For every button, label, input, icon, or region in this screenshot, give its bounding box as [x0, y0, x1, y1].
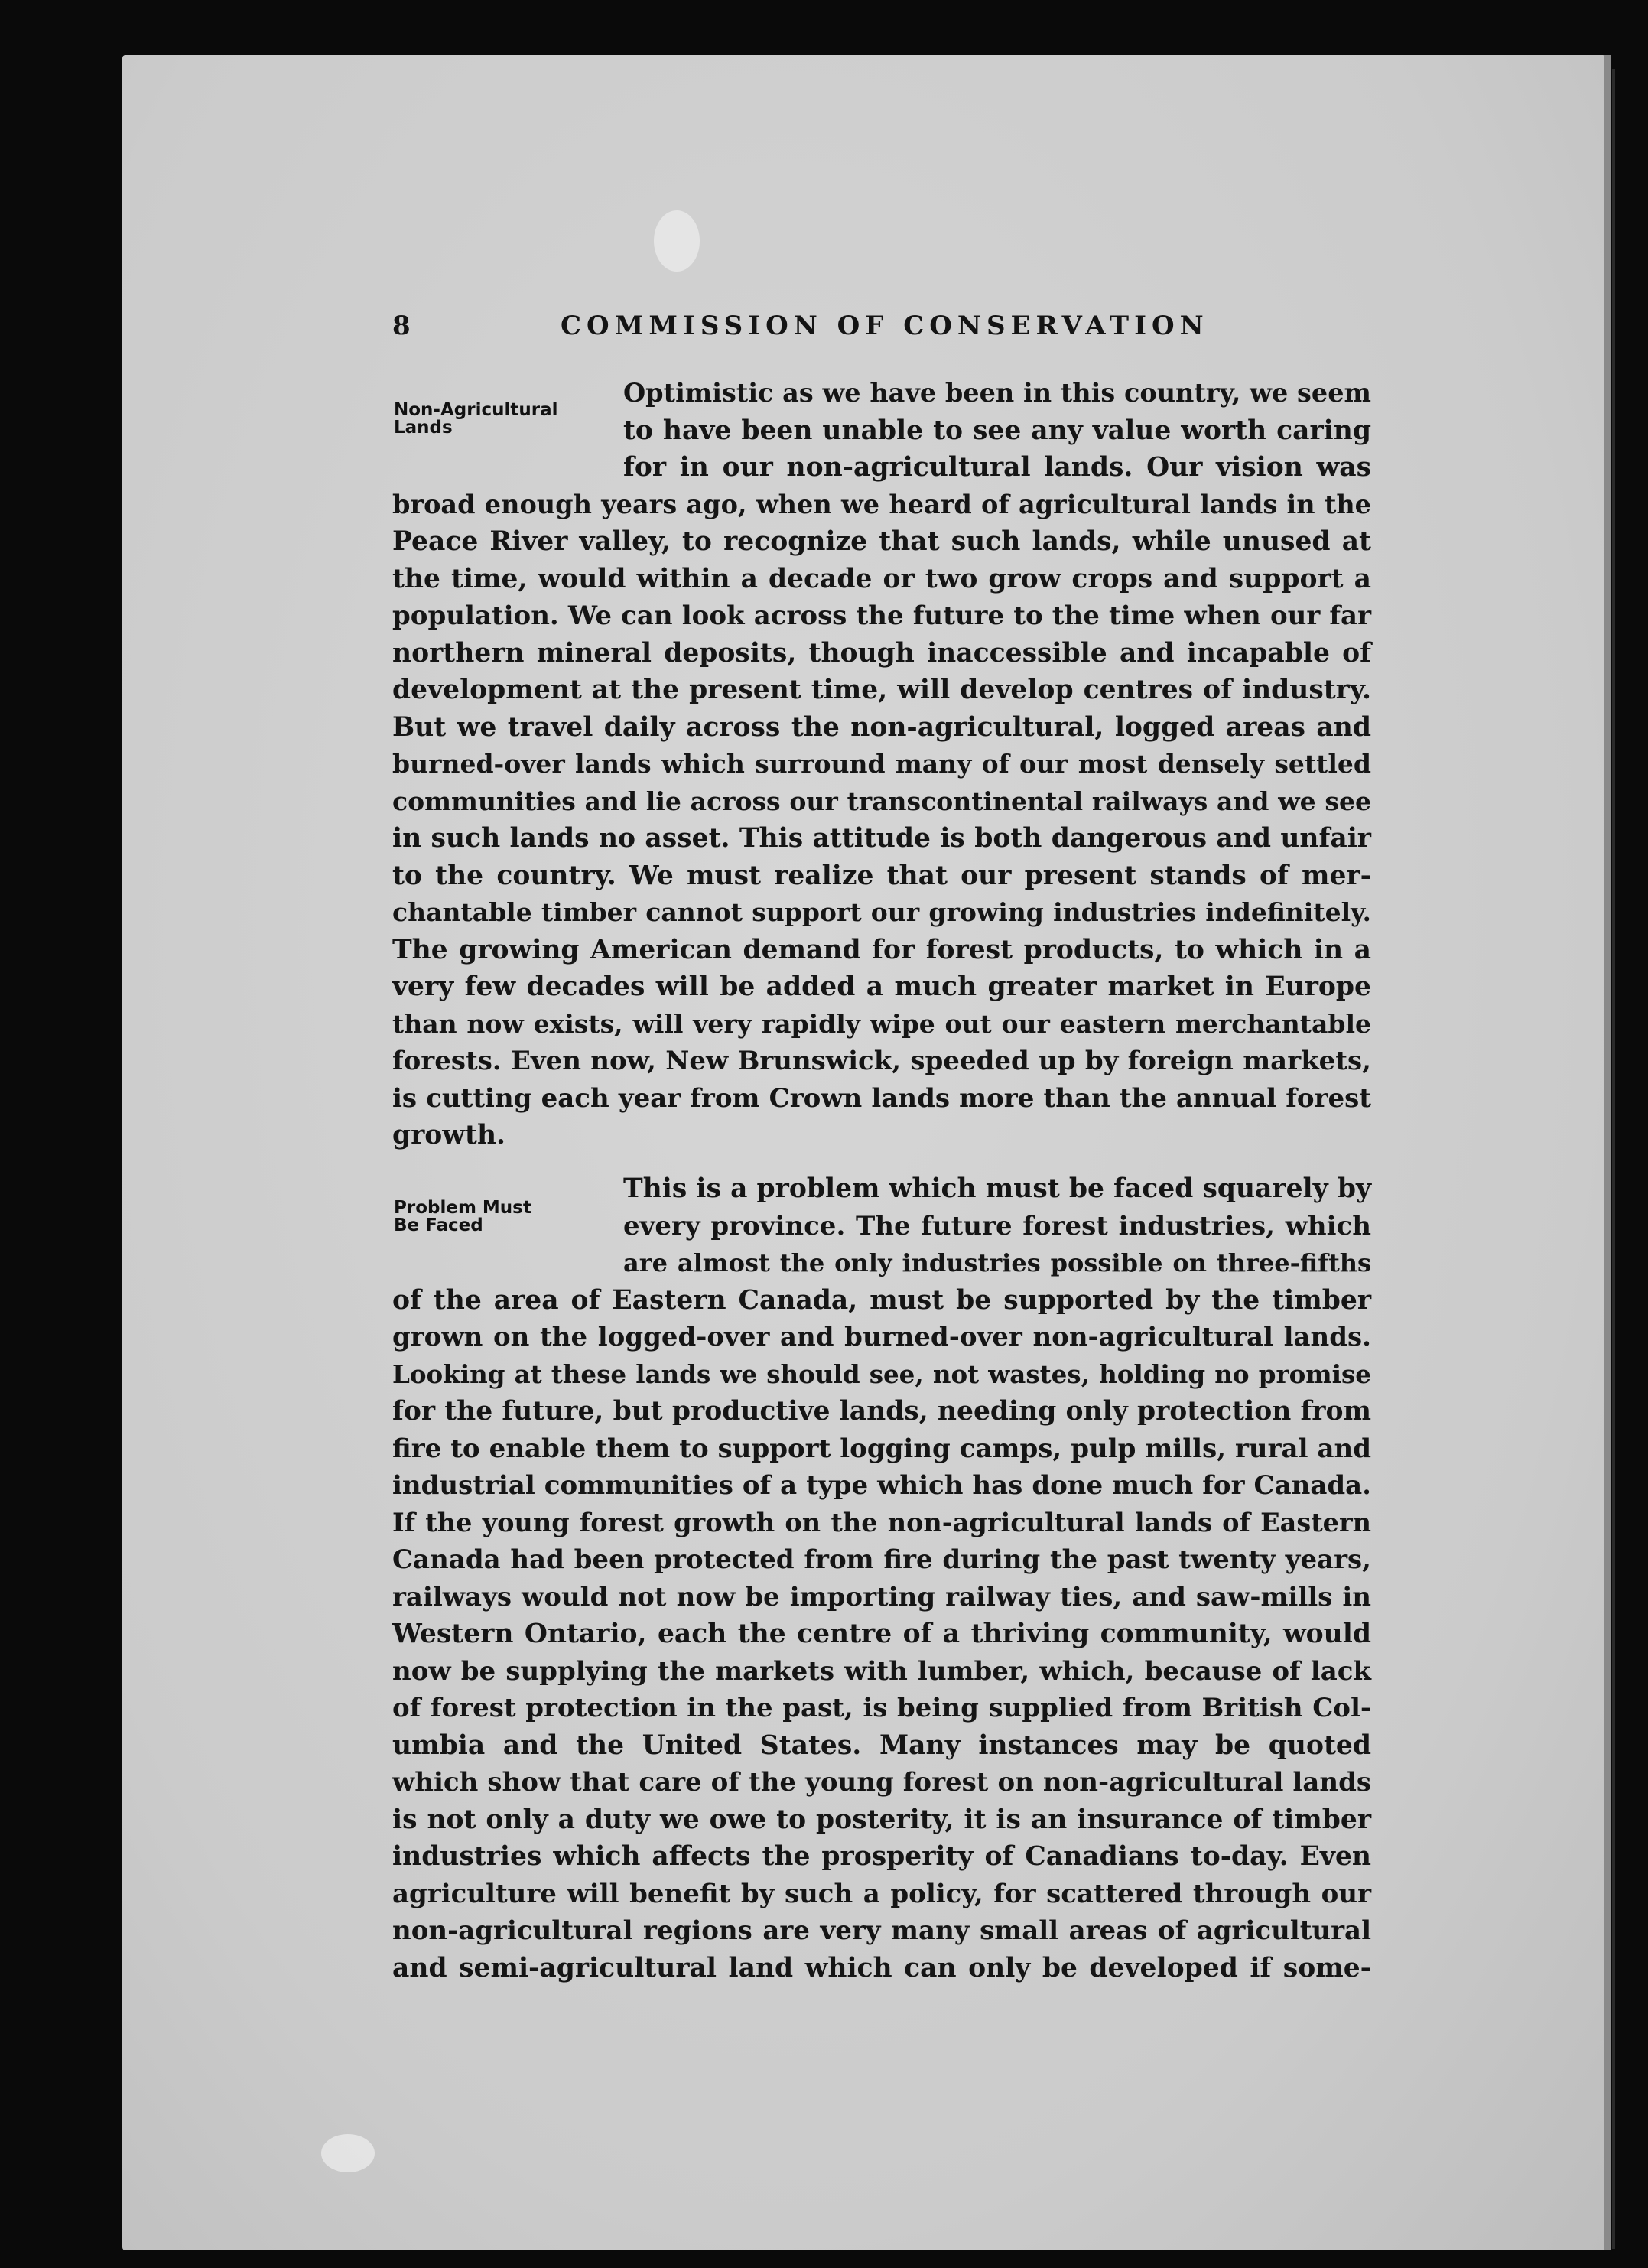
running-head: COMMISSION OF CONSERVATION	[561, 311, 1209, 341]
text-line: If the young forest growth on the non-agricultural lands of Eastern	[392, 1507, 1371, 1537]
text-line: forests. Even now, New Brunswick, speeded up by foreign markets,	[392, 1046, 1371, 1076]
page-edge-shadow	[1612, 69, 1615, 2249]
text-line: the time, would within a decade or two grow crops and support a	[392, 563, 1371, 594]
text-line: chantable timber cannot support our growing industries indefinitely.	[392, 897, 1371, 927]
text-line: for in our non-agricultural lands. Our vision was	[623, 452, 1371, 483]
sidenote-line: Problem Must	[394, 1198, 531, 1218]
scan-blemish	[654, 210, 700, 272]
text-line: This is a problem which must be faced squarely by	[623, 1173, 1371, 1204]
sidenote-line: Lands	[394, 418, 453, 438]
text-line: communities and lie across our transcontinental railways and we see	[392, 786, 1371, 816]
text-line: is cutting each year from Crown lands more than the annual forest	[392, 1082, 1371, 1114]
text-line: Western Ontario, each the centre of a thriving community, would	[392, 1619, 1371, 1649]
text-line: are almost the only industries possible on three-fifths	[623, 1248, 1371, 1277]
text-line: The growing American demand for forest products, to which in a	[392, 934, 1371, 965]
page-number: 8	[392, 311, 411, 341]
text-line: and semi-agricultural land which can only be developed if some-	[392, 1952, 1371, 1983]
text-line: fire to enable them to support logging camps, pulp mills, rural and	[392, 1433, 1371, 1464]
text-line: northern mineral deposits, though inaccessible and incapable of	[392, 637, 1371, 669]
text-line: Canada had been protected from fire during the past twenty years,	[392, 1544, 1371, 1575]
scan-blemish	[321, 2134, 375, 2172]
text-line: very few decades will be added a much greater market in Europe	[392, 971, 1371, 1002]
page-edge	[1604, 55, 1611, 2250]
text-line: Optimistic as we have been in this country, we seem	[623, 378, 1371, 408]
text-line: is not only a duty we owe to posterity, it is an insurance of timber	[392, 1804, 1371, 1835]
text-line: for the future, but productive lands, needing only protection from	[392, 1396, 1371, 1427]
text-line: every province. The future forest industries, which	[623, 1210, 1371, 1241]
text-line: railways would not now be importing railway ties, and saw-mills in	[392, 1581, 1371, 1612]
text-line: industries which affects the prosperity of Canadians to-day. Even	[392, 1841, 1371, 1872]
text-line: Looking at these lands we should see, not wastes, holding no promise	[392, 1359, 1371, 1389]
text-line: umbia and the United States. Many instances may be quoted	[392, 1729, 1371, 1761]
text-line: than now exists, will very rapidly wipe out our eastern merchantable	[392, 1008, 1371, 1039]
text-line: now be supplying the markets with lumber, which, because of lack	[392, 1655, 1371, 1687]
text-line: grown on the logged-over and burned-over non-agricultural lands.	[392, 1322, 1371, 1352]
sidenote-line: Non-Agricultural	[394, 400, 558, 420]
text-line: But we travel daily across the non-agricultural, logged areas and	[392, 711, 1371, 743]
text-line: which show that care of the young forest on non-agricultural lands	[392, 1767, 1371, 1798]
paragraph-problem-must-be-faced	[392, 1170, 1371, 1987]
text-line: growth.	[392, 1120, 506, 1150]
text-line: of forest protection in the past, is being supplied from British Col-	[392, 1693, 1371, 1723]
sidenote-line: Be Faced	[394, 1215, 483, 1235]
text-line: agriculture will benefit by such a policy, for scattered through our	[392, 1878, 1371, 1909]
text-line: Peace River valley, to recognize that such lands, while unused at	[392, 526, 1371, 557]
text-line: of the area of Eastern Canada, must be supported by the timber	[392, 1284, 1371, 1316]
paragraph-non-agricultural	[392, 375, 1371, 1154]
text-line: development at the present time, will develop centres of industry.	[392, 675, 1371, 705]
text-line: non-agricultural regions are very many small areas of agricultural	[392, 1915, 1371, 1946]
text-line: industrial communities of a type which has done much for Canada.	[392, 1470, 1371, 1501]
text-line: to have been unable to see any value worth caring	[623, 415, 1371, 446]
page-header	[392, 309, 1375, 352]
text-line: to the country. We must realize that our present stands of mer-	[392, 860, 1371, 891]
text-line: in such lands no asset. This attitude is both dangerous and unfair	[392, 823, 1371, 854]
text-line: burned-over lands which surround many of our most densely settled	[392, 749, 1371, 779]
text-line: population. We can look across the future to the time when our far	[392, 600, 1371, 631]
text-line: broad enough years ago, when we heard of agricultural lands in the	[392, 489, 1371, 519]
